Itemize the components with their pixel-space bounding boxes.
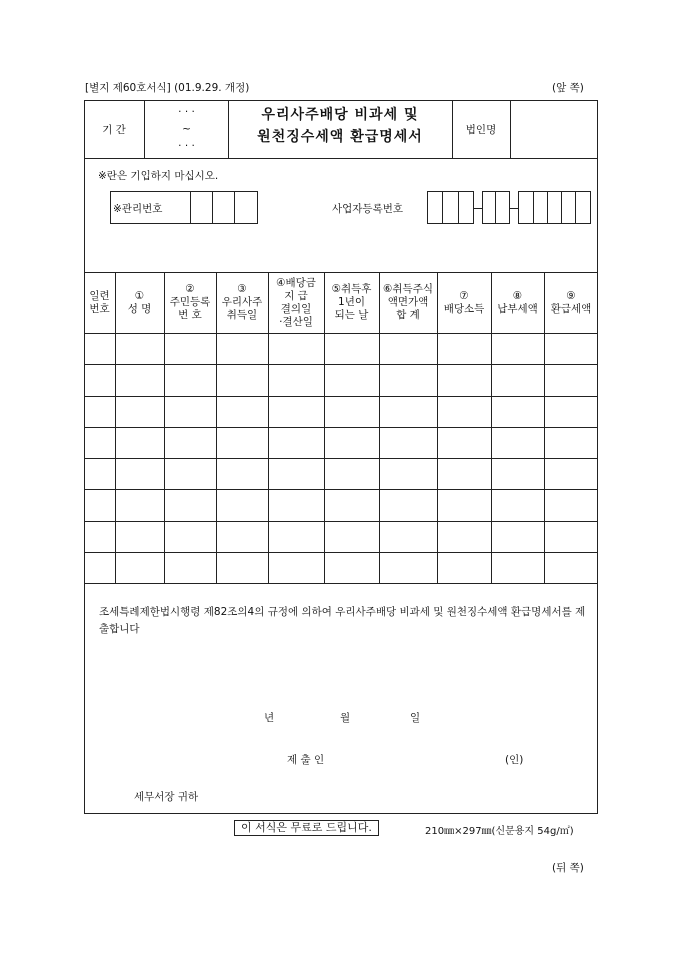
table-cell-field[interactable]: [545, 522, 597, 551]
column-header-6: ⑤취득후 1년이 되는 날: [331, 283, 372, 321]
date-year-label: 년: [264, 712, 275, 724]
table-cell-field[interactable]: [85, 365, 114, 394]
table-cell-field[interactable]: [438, 522, 490, 551]
table-cell-field[interactable]: [269, 459, 323, 488]
table-cell-field[interactable]: [165, 428, 215, 457]
corp-name-field[interactable]: [511, 101, 597, 157]
table-cell-field[interactable]: [545, 365, 597, 394]
column-header-10: ⑨ 환급세액: [550, 289, 592, 315]
table-cell-field[interactable]: [165, 397, 215, 426]
table-cell-field[interactable]: [492, 334, 543, 363]
table-cell-field[interactable]: [85, 428, 114, 457]
table-cell-field[interactable]: [165, 553, 215, 582]
table-cell-field[interactable]: [85, 522, 114, 551]
table-cell-field[interactable]: [492, 459, 543, 488]
declaration-text: 조세특례제한법시행령 제82조의4의 규정에 의하여 우리사주배당 비과세 및 원천징수세액 환급명세서를 제출합니다: [99, 606, 586, 635]
table-cell-field[interactable]: [325, 553, 378, 582]
table-cell-field[interactable]: [165, 459, 215, 488]
table-row: [84, 489, 598, 520]
table-cell-field[interactable]: [116, 490, 163, 519]
form-title-line2: 원천징수세액 환급명세서: [257, 129, 423, 145]
table-cell-field[interactable]: [492, 365, 543, 394]
column-header-3: ② 주민등록 번 호: [169, 283, 211, 321]
form-title-line1: 우리사주배당 비과세 및: [261, 107, 419, 123]
table-cell-field[interactable]: [492, 553, 543, 582]
table-cell-field[interactable]: [217, 428, 267, 457]
table-cell-field[interactable]: [217, 459, 267, 488]
free-form-notice: 이 서식은 무료로 드립니다.: [234, 820, 379, 836]
table-row: [84, 364, 598, 395]
period-dots-top: · · ·: [178, 106, 195, 118]
table-cell-field[interactable]: [545, 334, 597, 363]
table-cell-field[interactable]: [438, 553, 490, 582]
table-cell-field[interactable]: [325, 397, 378, 426]
column-header-4: ③ 우리사주 취득일: [221, 283, 263, 321]
date-month-label: 월: [340, 712, 351, 724]
column-header-1: 일련 번호: [89, 289, 110, 315]
table-cell-field[interactable]: [380, 334, 436, 363]
table-cell-field[interactable]: [325, 459, 378, 488]
period-field[interactable]: [145, 101, 228, 158]
table-cell-field[interactable]: [380, 428, 436, 457]
table-cell-field[interactable]: [269, 365, 323, 394]
table-cell-field[interactable]: [269, 490, 323, 519]
table-cell-field[interactable]: [380, 459, 436, 488]
submitter-label: 제 출 인: [287, 754, 325, 766]
table-row: [84, 552, 598, 583]
table-row: [84, 427, 598, 458]
table-cell-field[interactable]: [116, 365, 163, 394]
table-cell-field[interactable]: [217, 365, 267, 394]
instruction-note: ※란은 기입하지 마십시오.: [98, 170, 219, 182]
table-cell-field[interactable]: [116, 553, 163, 582]
paper-spec: 210㎜×297㎜(신문용지 54g/㎡): [425, 826, 574, 837]
table-cell-field[interactable]: [85, 490, 114, 519]
table-cell-field[interactable]: [545, 459, 597, 488]
table-cell-field[interactable]: [492, 490, 543, 519]
mgmt-number-label: ※관리번호: [113, 203, 163, 215]
table-cell-field[interactable]: [438, 490, 490, 519]
form-code: [별지 제60호서식] (01.9.29. 개정): [85, 82, 250, 94]
table-cell-field[interactable]: [492, 522, 543, 551]
table-cell-field[interactable]: [217, 553, 267, 582]
table-cell-field[interactable]: [85, 334, 114, 363]
table-cell-field[interactable]: [380, 397, 436, 426]
table-cell-field[interactable]: [380, 553, 436, 582]
table-cell-field[interactable]: [325, 365, 378, 394]
table-cell-field[interactable]: [492, 397, 543, 426]
table-cell-field[interactable]: [85, 553, 114, 582]
period-dots-bottom: · · ·: [178, 140, 195, 152]
table-cell-field[interactable]: [165, 490, 215, 519]
bizreg-number-label: 사업자등록번호: [332, 203, 404, 215]
period-label: 기 간: [102, 123, 126, 136]
column-header-9: ⑧ 납부세액: [497, 289, 538, 315]
table-cell-field[interactable]: [438, 428, 490, 457]
table-cell-field[interactable]: [116, 428, 163, 457]
table-cell-field[interactable]: [85, 459, 114, 488]
table-cell-field[interactable]: [165, 365, 215, 394]
table-cell-field[interactable]: [438, 334, 490, 363]
table-cell-field[interactable]: [217, 334, 267, 363]
bizreg-number-part2[interactable]: [482, 191, 510, 224]
table-cell-field[interactable]: [269, 428, 323, 457]
table-cell-field[interactable]: [116, 397, 163, 426]
table-row: [84, 333, 598, 364]
column-header-8: ⑦ 배당소득: [443, 289, 485, 315]
column-header-2: ① 성 명: [127, 289, 152, 315]
table-cell-field[interactable]: [217, 490, 267, 519]
table-cell-field[interactable]: [325, 428, 378, 457]
table-cell-field[interactable]: [116, 459, 163, 488]
table-cell-field[interactable]: [545, 397, 597, 426]
table-cell-field[interactable]: [380, 522, 436, 551]
table-cell-field[interactable]: [438, 459, 490, 488]
column-header-5: ④배당금 지 급 결의일 ·결산일: [276, 276, 316, 328]
side-back-label: (뒤 쪽): [552, 862, 584, 874]
table-cell-field[interactable]: [116, 522, 163, 551]
bizreg-number-part3[interactable]: [518, 191, 591, 224]
table-cell-field[interactable]: [380, 490, 436, 519]
date-day-label: 일: [410, 712, 421, 724]
table-cell-field[interactable]: [269, 397, 323, 426]
addressee: 세무서장 귀하: [134, 791, 199, 803]
table-cell-field[interactable]: [269, 334, 323, 363]
table-cell-field[interactable]: [545, 428, 597, 457]
table-cell-field[interactable]: [217, 522, 267, 551]
table-cell-field[interactable]: [545, 553, 597, 582]
mgmt-number-field[interactable]: [110, 191, 258, 224]
table-cell-field[interactable]: [325, 522, 378, 551]
column-header-7: ⑥취득주식 액면가액 합 계: [383, 283, 433, 321]
table-cell-field[interactable]: [269, 522, 323, 551]
table-row: [84, 521, 598, 552]
table-cell-field[interactable]: [165, 334, 215, 363]
table-cell-field[interactable]: [545, 490, 597, 519]
table-cell-field[interactable]: [325, 490, 378, 519]
table-cell-field[interactable]: [492, 428, 543, 457]
table-cell-field[interactable]: [165, 522, 215, 551]
table-row: [84, 458, 598, 489]
table-cell-field[interactable]: [269, 553, 323, 582]
table-cell-field[interactable]: [217, 397, 267, 426]
seal-mark: (인): [505, 754, 524, 766]
table-cell-field[interactable]: [438, 365, 490, 394]
form-title: [228, 104, 452, 154]
table-cell-field[interactable]: [438, 397, 490, 426]
table-cell-field[interactable]: [116, 334, 163, 363]
bizreg-number-part1[interactable]: [427, 191, 474, 224]
table-row: [84, 396, 598, 427]
corp-name-label: 법인명: [465, 123, 497, 136]
table-cell-field[interactable]: [380, 365, 436, 394]
period-tilde: ~: [182, 123, 191, 135]
side-front-label: (앞 쪽): [552, 82, 584, 94]
table-cell-field[interactable]: [325, 334, 378, 363]
table-cell-field[interactable]: [85, 397, 114, 426]
